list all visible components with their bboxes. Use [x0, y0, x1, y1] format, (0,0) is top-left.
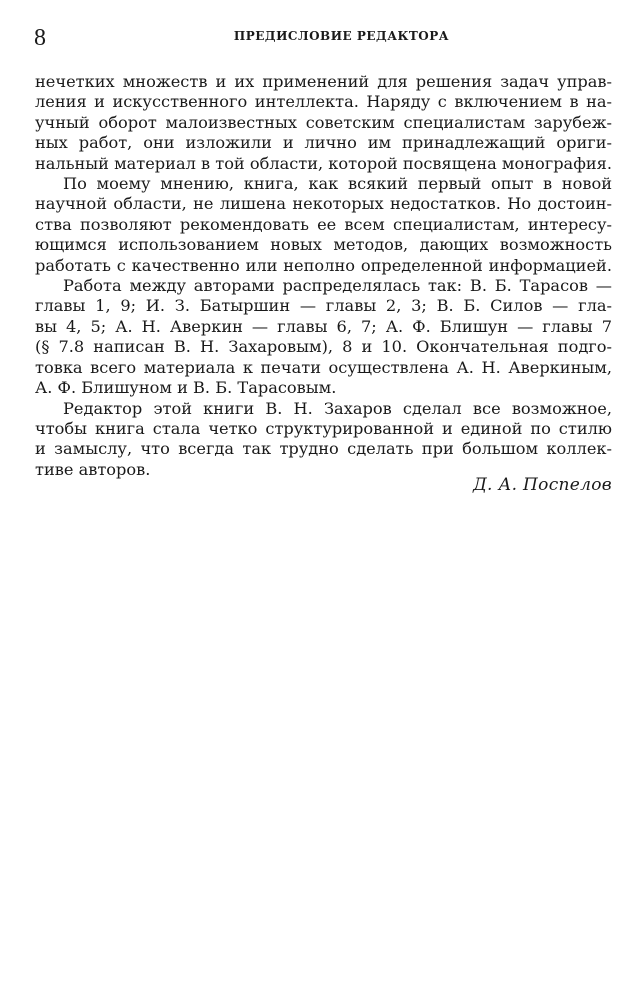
text-line: тиве авторов.: [35, 459, 151, 479]
text-line: ства позволяют рекомендовать ее всем специалистам, интересу-: [35, 214, 612, 234]
paragraph-2: [35, 174, 612, 276]
text-line: чтобы книга стала четко структурированной и единой по стилю: [35, 418, 612, 438]
text-line: Работа между авторами распределялась так: В. Б. Тарасов —: [63, 276, 612, 296]
text-line: нальный материал в той области, которой посвящена монография.: [35, 153, 612, 173]
text-line: ющимся использованием новых методов, дающих возможность: [35, 235, 612, 255]
text-line: (§ 7.8 написан В. Н. Захаровым), 8 и 10. Окончательная подго-: [35, 337, 612, 357]
running-head: ПРЕДИСЛОВИЕ РЕДАКТОРА: [233, 29, 450, 43]
text-line: и замыслу, что всегда так трудно сделать при большом коллек-: [35, 439, 612, 459]
text-line: товка всего материала к печати осуществлена А. Н. Аверкиным,: [35, 357, 612, 377]
paragraph-1: [35, 72, 612, 174]
text-line: работать с качественно или неполно определенной информацией.: [35, 255, 612, 275]
paragraph-4: [35, 399, 612, 481]
text-line: учный оборот малоизвестных советским специалистам зарубеж-: [35, 112, 612, 132]
text-line: А. Ф. Блишуном и В. Б. Тарасовым.: [35, 378, 337, 398]
text-line: вы 4, 5; А. Н. Аверкин — главы 6, 7; А. Ф. Блишун — главы 7: [35, 316, 612, 336]
page-number: 8: [34, 25, 46, 51]
text-line: нечетких множеств и их применений для решения задач управ-: [35, 72, 612, 91]
body-text: [35, 72, 612, 480]
text-line: По моему мнению, книга, как всякий первый опыт в новой: [63, 174, 612, 194]
text-line: Редактор этой книги В. Н. Захаров сделал все возможное,: [63, 398, 612, 418]
text-line: ления и искусственного интеллекта. Наряду с включением в на-: [35, 92, 612, 112]
text-line: ных работ, они изложили и лично им принадлежащий ориги-: [35, 133, 612, 153]
paragraph-3: [35, 276, 612, 398]
text-line: главы 1, 9; И. З. Батыршин — главы 2, 3; В. Б. Силов — гла-: [35, 296, 612, 316]
text-line: научной области, не лишена некоторых недостатков. Но достоин-: [35, 194, 612, 214]
signature: Д. А. Поспелов: [472, 475, 612, 495]
